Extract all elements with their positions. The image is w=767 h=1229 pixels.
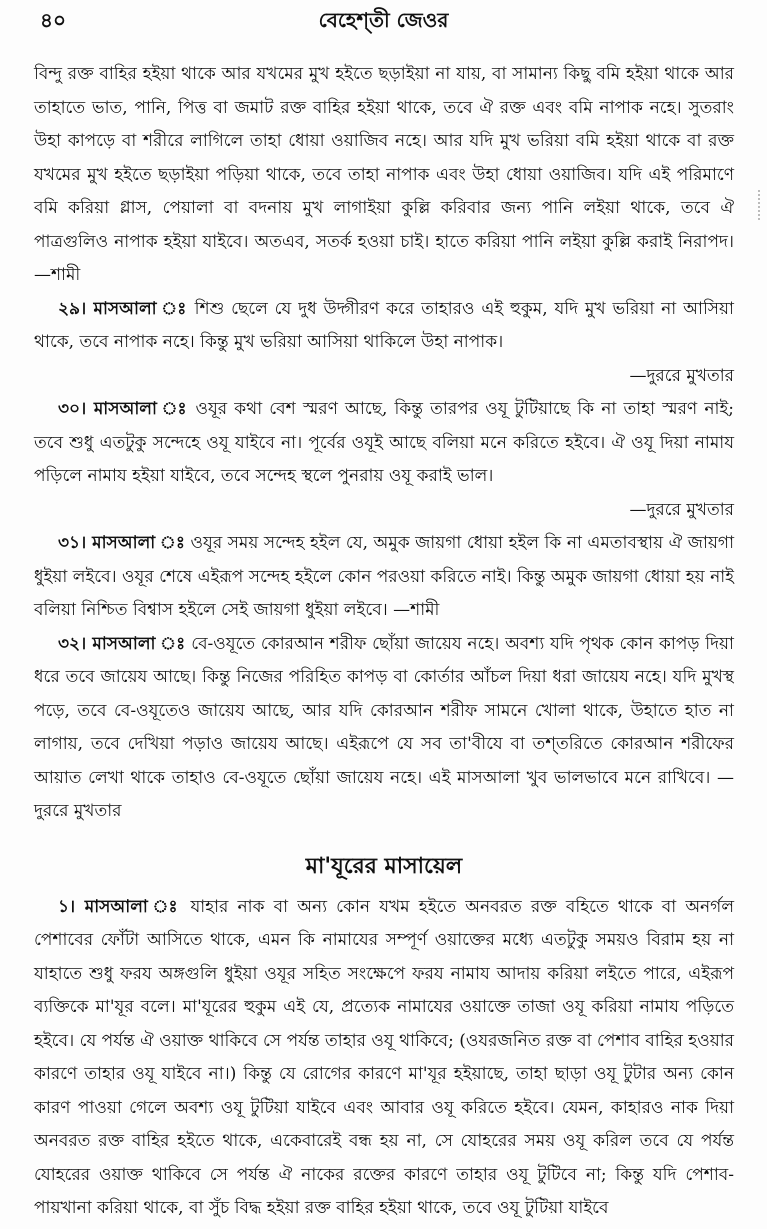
masala-29-text: শিশু ছেলে যে দুধ উদ্গীরণ করে তাহারও এই হুকুম, যদি মুখ ভরিয়া না আসিয়া থাকে, তবে নাপাক নহে। কিন্তু মুখ ভরিয়া আসিয়া থাকিলে উহা নাপাক। (34, 298, 734, 352)
mazur-masala-1-text: যাহার নাক বা অন্য কোন যখম হইতে অনবরত রক্ত বহিতে থাকে বা অনর্গল পেশাবের ফোঁটা আসিতে থাকে, এমন কি নামাযের সম্পূর্ণ ওয়াক্তের মধ্যে এতটুকু সময়ও বিরাম হয় না যাহাতে শুধু ফরয অঙ্গগুলি ধুইয়া ওযূর সহিত সংক্ষেপে ফরয নামায আদায় করিয়া লইতে পারে, এইরূপ ব্যক্তিকে মা'যূর বলে। মা'যূরের হুকুম এই যে, প্রত্যেক নামাযের ওয়াক্তে তাজা ওযূ করিয়া নামায পড়িতে হইবে। যে পর্যন্ত ঐ ওয়াক্ত থাকিবে সে পর্যন্ত তাহার ওযূ থাকিবে; (ওযরজনিত রক্ত বা পেশাব বাহির হওয়ার কারণে তাহার ওযূ যাইবে না।) কিন্তু যে রোগের কারণে মা'যূর হইয়াছে, তাহা ছাড়া ওযূ টুটার অন্য কোন কারণ পাওয়া গেলে অবশ্য ওযূ টুটিয়া যাইবে এবং আবার ওযূ করিতে হইবে। যেমন, কাহারও নাক দিয়া অনবরত রক্ত বাহির হইতে থাকে, একেবারেই বন্ধ হয় না, সে যোহরের সময় ওযূ করিল তবে যে পর্যন্ত যোহরের ওয়াক্ত থাকিবে সে পর্যন্ত ঐ নাকের রক্তের কারণে তাহার ওযূ টুটিবে না; কিন্তু যদি পেশাব-পায়খানা করিয়া থাকে, বা সুঁচ বিদ্ধ হইয়া রক্ত বাহির হইয়া থাকে, তবে ওযূ টুটিয়া যাইবে (34, 896, 734, 1218)
section-heading: মা'যূরের মাসায়েল (305, 852, 463, 879)
masala-31-text: ওযূর সময় সন্দেহ হইল যে, অমুক জায়গা ধোয়া হইল কি না এমতাবস্থায় ঐ জায়গা ধুইয়া লইবে। ওযূর শেষে এইরূপ সন্দেহ হইলে কোন পরওয়া করিতে নাই। কিন্তু অমুক জায়গা ধোয়া হয় নাই বলিয়া নিশ্চিত বিশ্বাস হইলে সেই জায়গা ধুইয়া লইবে। —শামী (34, 533, 734, 620)
masala-31 (34, 527, 734, 628)
masala-29-label: ২৯। মাসআলা ঃ (58, 298, 188, 319)
running-header-title: বেহেশ্‌তী জেওর (318, 8, 449, 32)
masala-30-text: ওযূর কথা বেশ স্মরণ আছে, কিন্তু তারপর ওযূ টুটিয়াছে কি না তাহা স্মরণ নাই; তবে শুধু এতটুকু সন্দেহে ওযূ যাইবে না। পূর্বের ওযূই আছে বলিয়া মনে করিতে হইবে। ঐ ওযূ দিয়া নামায পড়িলে নামায হইয়া যাইবে, তবে সন্দেহ স্থলে পুনরায় ওযূ করাই ভাল। (34, 399, 734, 486)
masala-31-label: ৩১। মাসআলা ঃ (58, 533, 185, 553)
masala-32 (34, 628, 734, 829)
masala-32-text: বে-ওযূতে কোরআন শরীফ ছোঁয়া জায়েয নহে। অবশ্য যদি পৃথক কোন কাপড় দিয়া ধরে তবে জায়েয আছে। কিন্তু নিজের পরিহিত কাপড় বা কোর্তার আঁচল দিয়া ধরা জায়েয নহে। যদি মুখস্থ পড়ে, তবে বে-ওযূতেও জায়েয আছে, আর যদি কোরআন শরীফ সামনে খোলা থাকে, উহাতে হাত না লাগায়, তবে দেখিয়া পড়াও জায়েয আছে। এইরূপে যে সব তা'বীযে বা তশ্‌তরিতে কোরআন শরীফের আয়াত লেখা থাকে তাহাও বে-ওযূতে ছোঁয়া জায়েয নহে। এই মাসআলা খুব ভালভাবে মনে রাখিবে। —দুররে মুখতার (34, 633, 734, 821)
masala-30 (34, 393, 734, 494)
mazur-masala-1 (34, 891, 734, 1226)
masala-29-citation: —দুররে মুখতার (629, 365, 734, 386)
masala-30-citation: —দুররে মুখতার (629, 499, 734, 520)
mazur-masala-1-label: ১। মাসআলা ঃ (58, 896, 182, 917)
masala-29 (34, 293, 734, 360)
masala-30-label: ৩০। মাসআলা ঃ (58, 399, 189, 419)
paragraph-continued: বিন্দু রক্ত বাহির হইয়া থাকে আর যখমের মুখ হইতে ছড়াইয়া না যায়, বা সামান্য কিছু বমি হইয়া থাকে আর তাহাতে ভাত, পানি, পিত্ত বা জমাট রক্ত বাহির হইয়া থাকে, তবে ঐ রক্ত এবং বমি নাপাক নহে। সুতরাং উহা কাপড়ে বা শরীরে লাগিলে তাহা ধোয়া ওয়াজিব নহে। আর যদি মুখ ভরিয়া বমি হইয়া থাকে বা রক্ত যখমের মুখ হইতে ছড়াইয়া পড়িয়া থাকে, তবে তাহা নাপাক এবং উহা ধোয়া ওয়াজিব। যদি এই পরিমাণে বমি করিয়া গ্লাস, পেয়ালা বা বদনায় মুখ লাগাইয়া কুল্লি করিবার জন্য পানি লইয়া থাকে, তবে ঐ পাত্রগুলিও নাপাক হইয়া যাইবে। অতএব, সতর্ক হওয়া চাই। হাতে করিয়া পানি লইয়া কুল্লি করাই নিরাপদ।—শামী (34, 64, 734, 285)
masala-32-label: ৩২। মাসআলা ঃ (58, 633, 186, 654)
body-text (34, 58, 734, 1226)
page-number: ৪০ (40, 8, 66, 32)
page-edge-marks (758, 190, 765, 220)
